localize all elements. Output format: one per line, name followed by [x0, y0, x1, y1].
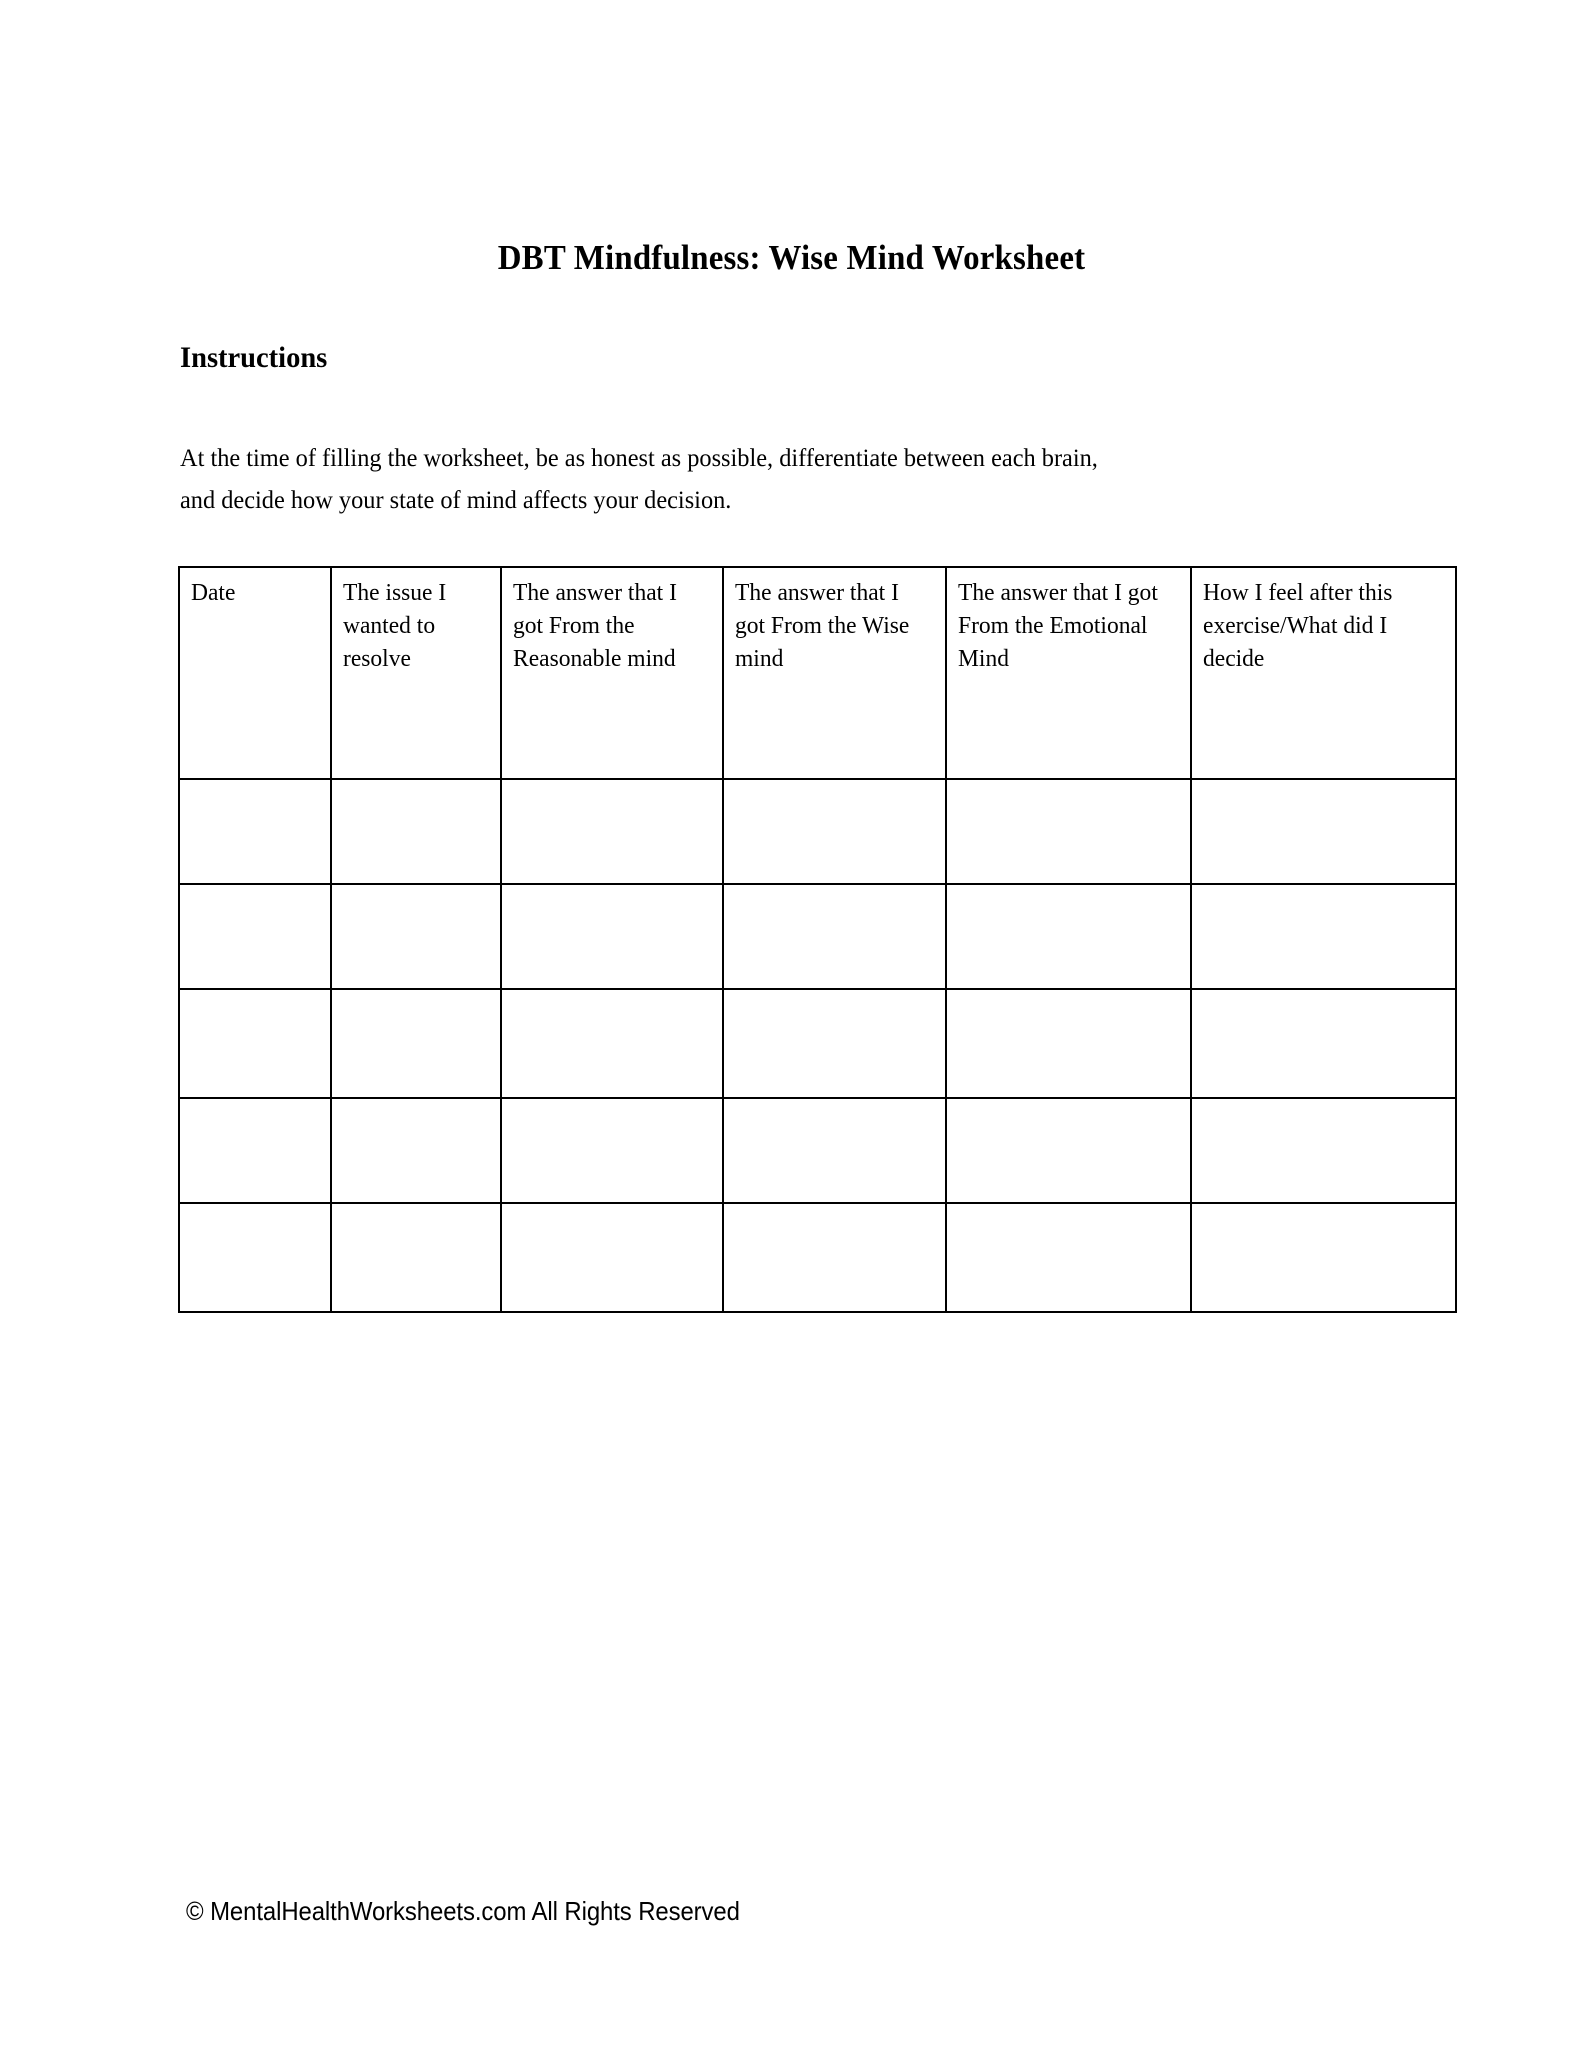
cell-reasonable-mind[interactable] [501, 989, 723, 1098]
cell-issue[interactable] [331, 989, 501, 1098]
column-header-wise-mind [723, 567, 946, 779]
column-header-label: The issue I wanted to resolve [343, 579, 447, 672]
cell-emotional-mind[interactable] [946, 1098, 1191, 1203]
cell-wise-mind[interactable] [723, 884, 946, 989]
cell-reasonable-mind[interactable] [501, 779, 723, 884]
cell-wise-mind[interactable] [723, 1098, 946, 1203]
cell-date[interactable] [179, 1098, 331, 1203]
cell-reflection[interactable] [1191, 989, 1456, 1098]
cell-emotional-mind[interactable] [946, 989, 1191, 1098]
table-row [179, 884, 1456, 989]
column-header-label: The answer that I got From the Wise mind [735, 579, 910, 672]
cell-issue[interactable] [331, 1098, 501, 1203]
cell-issue[interactable] [331, 1203, 501, 1312]
column-header-reflection [1191, 567, 1456, 779]
column-header-label: The answer that I got From the Emotional Mind [958, 579, 1158, 672]
cell-reflection[interactable] [1191, 779, 1456, 884]
table-row [179, 1203, 1456, 1312]
table-body [179, 779, 1456, 1312]
cell-date[interactable] [179, 779, 331, 884]
cell-reflection[interactable] [1191, 1203, 1456, 1312]
cell-issue[interactable] [331, 884, 501, 989]
column-header-date [179, 567, 331, 779]
column-header-issue [331, 567, 501, 779]
column-header-label: The answer that I got From the Reasonable mind [513, 579, 677, 672]
instructions-line-2: and decide how your state of mind affects your decision. [180, 485, 732, 514]
column-header-reasonable-mind [501, 567, 723, 779]
cell-reasonable-mind[interactable] [501, 884, 723, 989]
cell-reasonable-mind[interactable] [501, 1098, 723, 1203]
cell-date[interactable] [179, 1203, 331, 1312]
cell-date[interactable] [179, 884, 331, 989]
cell-reflection[interactable] [1191, 1098, 1456, 1203]
cell-emotional-mind[interactable] [946, 779, 1191, 884]
cell-wise-mind[interactable] [723, 779, 946, 884]
footer-copyright: © MentalHealthWorksheets.com All Rights Reserved [186, 1896, 740, 1926]
table-row [179, 1098, 1456, 1203]
instructions-paragraph [180, 437, 1326, 521]
column-header-label: How I feel after this exercise/What did I decide [1203, 579, 1393, 672]
cell-emotional-mind[interactable] [946, 1203, 1191, 1312]
instructions-heading: Instructions [180, 341, 328, 374]
instructions-line-1: At the time of filling the worksheet, be as honest as possible, differentiate between each brain, [180, 443, 1098, 472]
cell-reasonable-mind[interactable] [501, 1203, 723, 1312]
cell-reflection[interactable] [1191, 884, 1456, 989]
cell-emotional-mind[interactable] [946, 884, 1191, 989]
page-title: DBT Mindfulness: Wise Mind Worksheet [497, 238, 1086, 277]
cell-wise-mind[interactable] [723, 989, 946, 1098]
table-header-row [179, 567, 1456, 779]
table-row [179, 779, 1456, 884]
cell-issue[interactable] [331, 779, 501, 884]
column-header-emotional-mind [946, 567, 1191, 779]
table-row [179, 989, 1456, 1098]
cell-date[interactable] [179, 989, 331, 1098]
cell-wise-mind[interactable] [723, 1203, 946, 1312]
column-header-label: Date [191, 579, 236, 606]
wise-mind-table [178, 566, 1457, 1313]
